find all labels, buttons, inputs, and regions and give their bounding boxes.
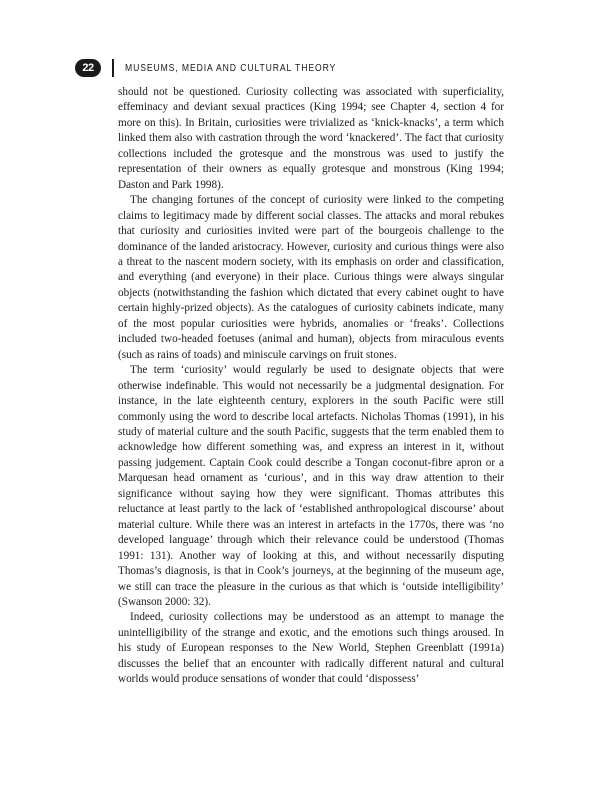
running-title: MUSEUMS, MEDIA AND CULTURAL THEORY bbox=[125, 62, 337, 74]
paragraph-continued: should not be questioned. Curiosity collecting was associated with superficiality, effeminacy and deviant sexual practices (King 1994; see Chapter 4, section 4 for more on this). In Britain, curiosities were trivialized as ‘knick-knacks’, a term which linked them also with castration through the word ‘knackered’. The fact that curiosity collections included the grotesque and the monstrous was used to justify the representation of their owners as equally grotesque and monstrous (King 1994; Daston and Park 1998). bbox=[118, 86, 504, 191]
paragraph-changing-fortunes: The changing fortunes of the concept of curiosity were linked to the competing claims to legitimacy made by different social classes. The attacks and moral rebukes that curiosity and curiosities invited were part of the bourgeois challenge to the dominance of the landed aristocracy. However, curiosity and curious things were also a threat to the nascent modern society, with its emphasis on order and classification, and everything (and everyone) in their place. Curious things were always singular objects (notwithstanding the fashion which dictated that every cabinet ought to have certain highly-prized objects). As the catalogues of curiosity cabinets indicate, many of the most popular curiosities were hybrids, anomalies or ‘freaks’. Collections included two-headed foetuses (animal and human), objects from miraculous events (such as rains of toads) and miniscule carvings on fruit stones. bbox=[118, 194, 504, 361]
page-number-badge: 22 bbox=[75, 59, 101, 77]
running-head bbox=[75, 57, 383, 79]
paragraph-curiosity-collections: Indeed, curiosity collections may be understood as an attempt to manage the unintelligibility of the strange and exotic, and the emotions such things aroused. In his study of European responses to the New World, Stephen Greenblatt (1991a) discusses the belief that an encounter with radically different natural and cultural worlds would produce sensations of wonder that could ‘dispossess’ bbox=[118, 611, 504, 686]
body-text bbox=[118, 85, 504, 688]
paragraph-term-curiosity: The term ‘curiosity’ would regularly be used to designate objects that were otherwise indefinable. This would not necessarily be a judgmental designation. For instance, in the late eighteenth century, explorers in the south Pacific were still commonly using the word to describe local artefacts. Nicholas Thomas (1991), in his study of material culture and the south Pacific, suggests that the term enabled them to acknowledge how different something was, and express an interest in it, without passing judgement. Captain Cook could describe a Tongan coconut-fibre apron or a Marquesan head ornament as ‘curious’, and in this way draw attention to their significance without saying how they were significant. Thomas attributes this reluctance at least partly to the lack of ‘established anthropological discourse’ about material culture. While there was an interest in artefacts in the 1770s, there was ‘no developed language’ through which their relevance could be understood (Thomas 1991: 131). Another way of looking at this, and without necessarily disputing Thomas’s diagnosis, is that in Cook’s journeys, at the beginning of the museum age, we still can trace the pleasure in the curious as that which is ‘outside intelligibility’ (Swanson 2000: 32). bbox=[118, 364, 504, 608]
header-divider bbox=[112, 59, 114, 77]
